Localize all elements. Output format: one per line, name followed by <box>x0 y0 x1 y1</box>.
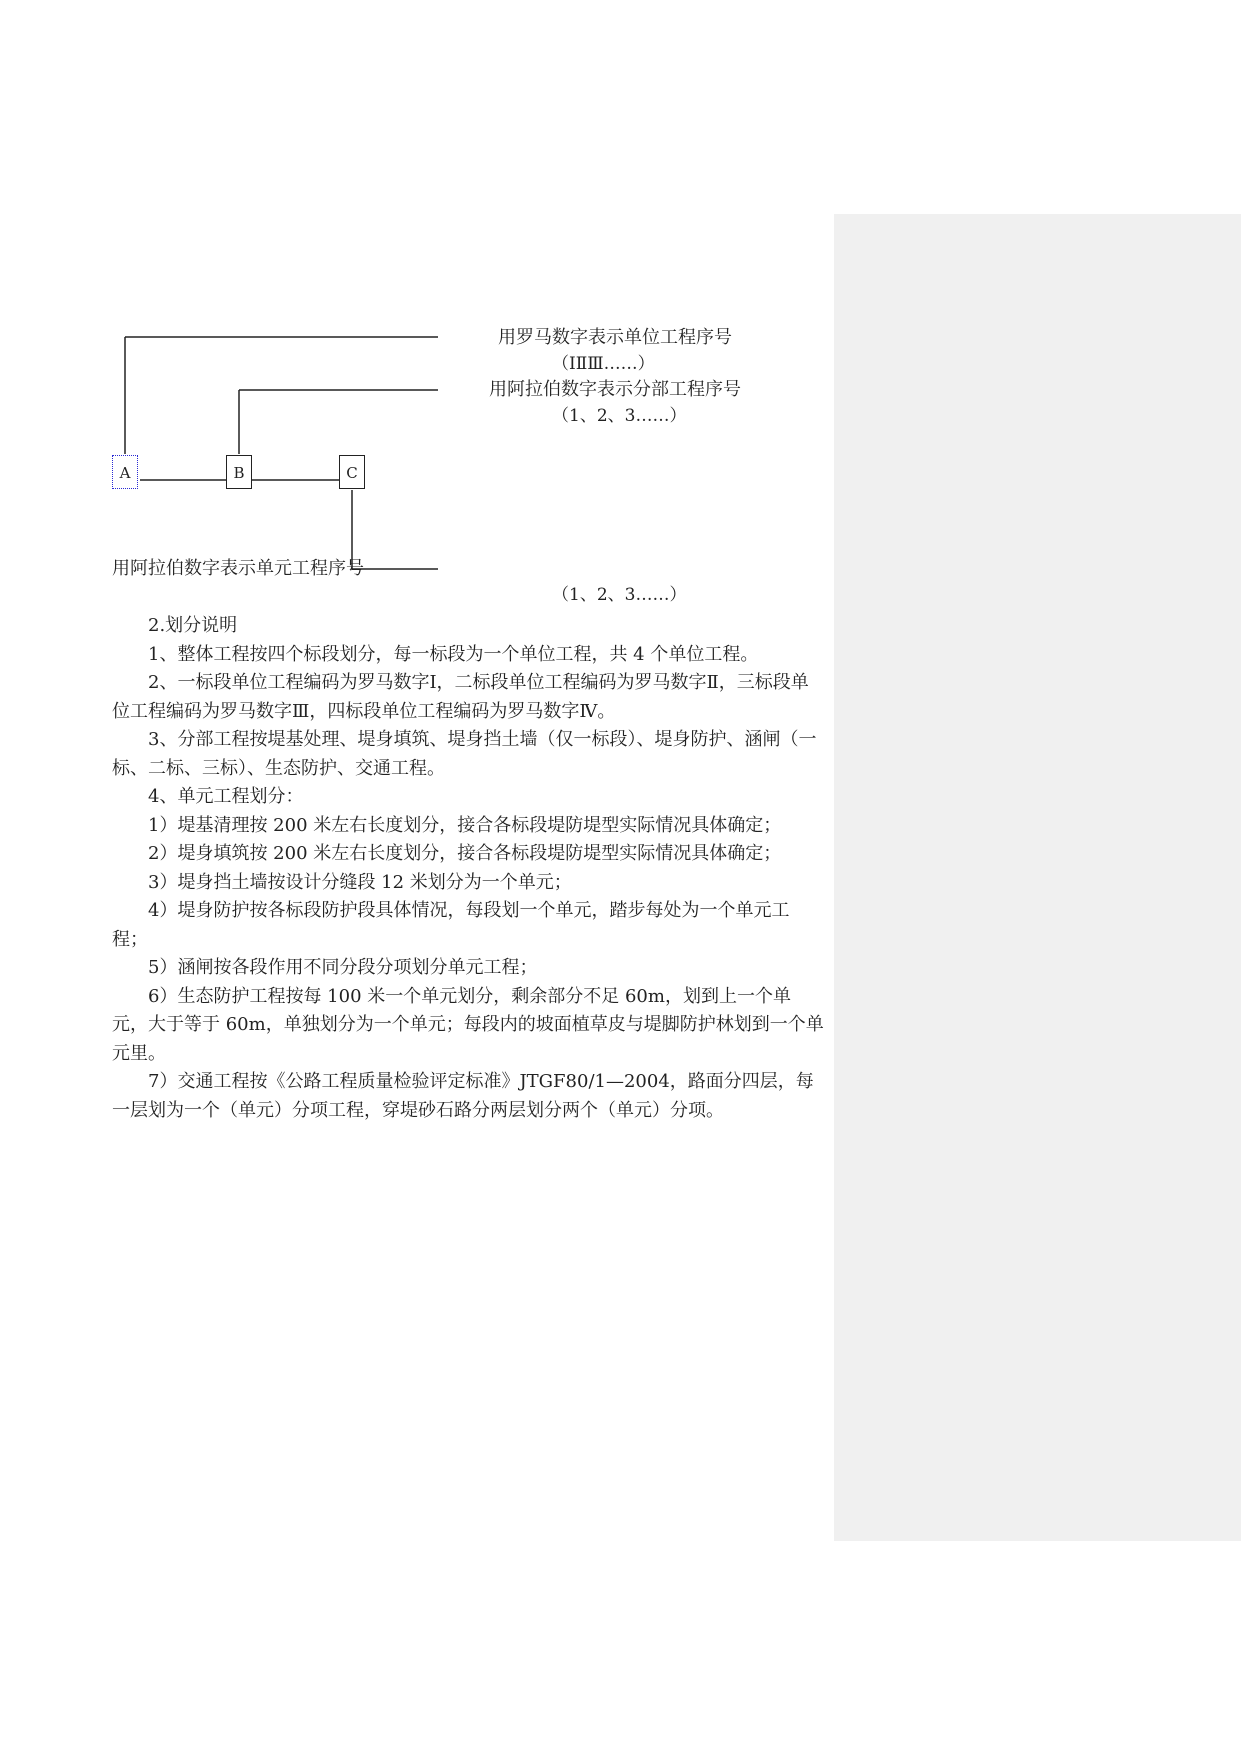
division-example-label: （1、2、3……） <box>552 406 687 426</box>
node-c: C <box>339 455 365 489</box>
sub-item-6: 6）生态防护工程按每 100 米一个单元划分，剩余部分不足 60m，划到上一个单元，大于等于 60m，单独划分为一个单元；每段内的坡面植草皮与堤脚防护林划到一个单元里。 <box>112 985 824 1064</box>
division-label: 用阿拉伯数字表示分部工程序号 <box>489 379 741 400</box>
section-heading: 2.划分说明 <box>148 615 238 636</box>
paragraph-3: 3、分部工程按堤基处理、堤身填筑、堤身挡土墙（仅一标段）、堤身防护、涵闸（一标、二标、三标）、生态防护、交通工程。 <box>112 729 817 779</box>
paragraph-2: 2、一标段单位工程编码为罗马数字Ⅰ，二标段单位工程编码为罗马数字Ⅱ，三标段单位工程编码为罗马数字Ⅲ，四标段单位工程编码为罗马数字Ⅳ。 <box>112 672 809 722</box>
element-label: 用阿拉伯数字表示单元工程序号 <box>112 558 364 579</box>
unit-example-label: （ⅠⅡⅢ……） <box>552 354 655 374</box>
paragraph-1: 1、整体工程按四个标段划分，每一标段为一个单位工程，共 4 个单位工程。 <box>148 643 759 665</box>
sub-item-3: 3）堤身挡土墙按设计分缝段 12 米划分为一个单元； <box>148 871 572 893</box>
sub-item-4: 4）堤身防护按各标段防护段具体情况，每段划一个单元，踏步每处为一个单元工程； <box>112 900 790 950</box>
sub-item-2: 2）堤身填筑按 200 米左右长度划分，接合各标段堤防堤型实际情况具体确定； <box>148 843 782 864</box>
sub-item-1: 1）堤基清理按 200 米左右长度划分，接合各标段堤防堤型实际情况具体确定； <box>148 814 782 836</box>
sub-item-5: 5）涵闸按各段作用不同分段分项划分单元工程； <box>148 957 538 978</box>
element-example-label: （1、2、3……） <box>552 585 687 605</box>
division-explanation <box>112 612 824 1125</box>
paragraph-4: 4、单元工程划分： <box>148 786 304 807</box>
unit-label: 用罗马数字表示单位工程序号 <box>498 327 732 348</box>
node-b: B <box>226 455 252 489</box>
sub-item-7: 7）交通工程按《公路工程质量检验评定标准》JTGF80/1—2004，路面分四层，每一层划为一个（单元）分项工程，穿堤砂石路分两层划分两个（单元）分项。 <box>112 1071 814 1121</box>
node-a: A <box>112 455 138 489</box>
